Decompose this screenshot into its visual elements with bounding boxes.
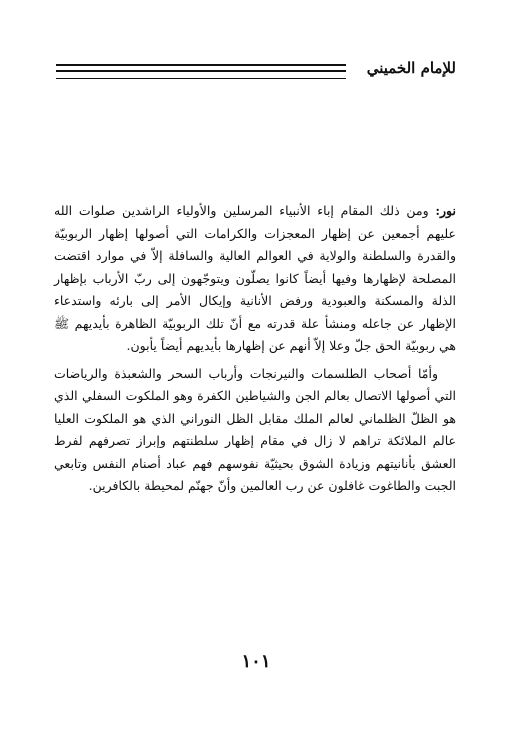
header-rule [56, 70, 346, 72]
paragraph-lead: نور: [435, 203, 456, 218]
paragraph-1-text: ومن ذلك المقام إباء الأنبياء المرسلين والأولياء الراشدين صلوات الله عليهم أجمعين عن إظهار المعجزات والكرامات التي أصولها إظهار الربوبيّة والقدرة والسلطنة والولاية في العوالم العالية والسافلة إلاّ في موارد اقتضت المصلحة لإظهارها وفيها أيضاً كانوا يصلّون ويتوجّهون إلى ربّ الأرباب بإظهار الذلة والمسكنة والعبودية ورفض الأنانية وإيكال الأمر إلى بارئه واستدعاء الإظهار عن جاعله ومنشأ علة قدرته مع أنّ تلك الربوبيّة الظاهرة بأيديهم ﷺ هي ربوبيّة الحق جلّ وعلا إلاّ أنهم عن إظهارها بأيديهم أيضاً يأبون. [54, 203, 456, 353]
paragraph-1 [54, 200, 456, 358]
header-rule [56, 78, 346, 79]
header-rule [56, 64, 346, 66]
paragraph-2: وأمّا أصحاب الطلسمات والنيرنجات وأرباب السحر والشعبذة والرياضات التي أصولها الاتصال بعالم الجن والشياطين الكفرة وهو الملكوت السفلي الذي هو الظلّ الظلماني لعالم الملك مقابل الظل النوراني الذي هو الملكوت العليا عالم الملائكة تراهم لا زال في مقام إظهار سلطنتهم وإبراز تصرفهم لفرط العشق بأنانيتهم وزيادة الشوق بحيثيّة نفوسهم فهم عباد أصنام النفس وتابعي الجبت والطاغوت غافلون عن رب العالمين وأنّ جهنّم لمحيطة بالكافرين. [54, 365, 456, 493]
page-header [56, 58, 456, 88]
running-title: للإمام الخميني [366, 59, 456, 77]
body-text [54, 200, 456, 498]
page-number: ١٠١ [241, 651, 271, 672]
